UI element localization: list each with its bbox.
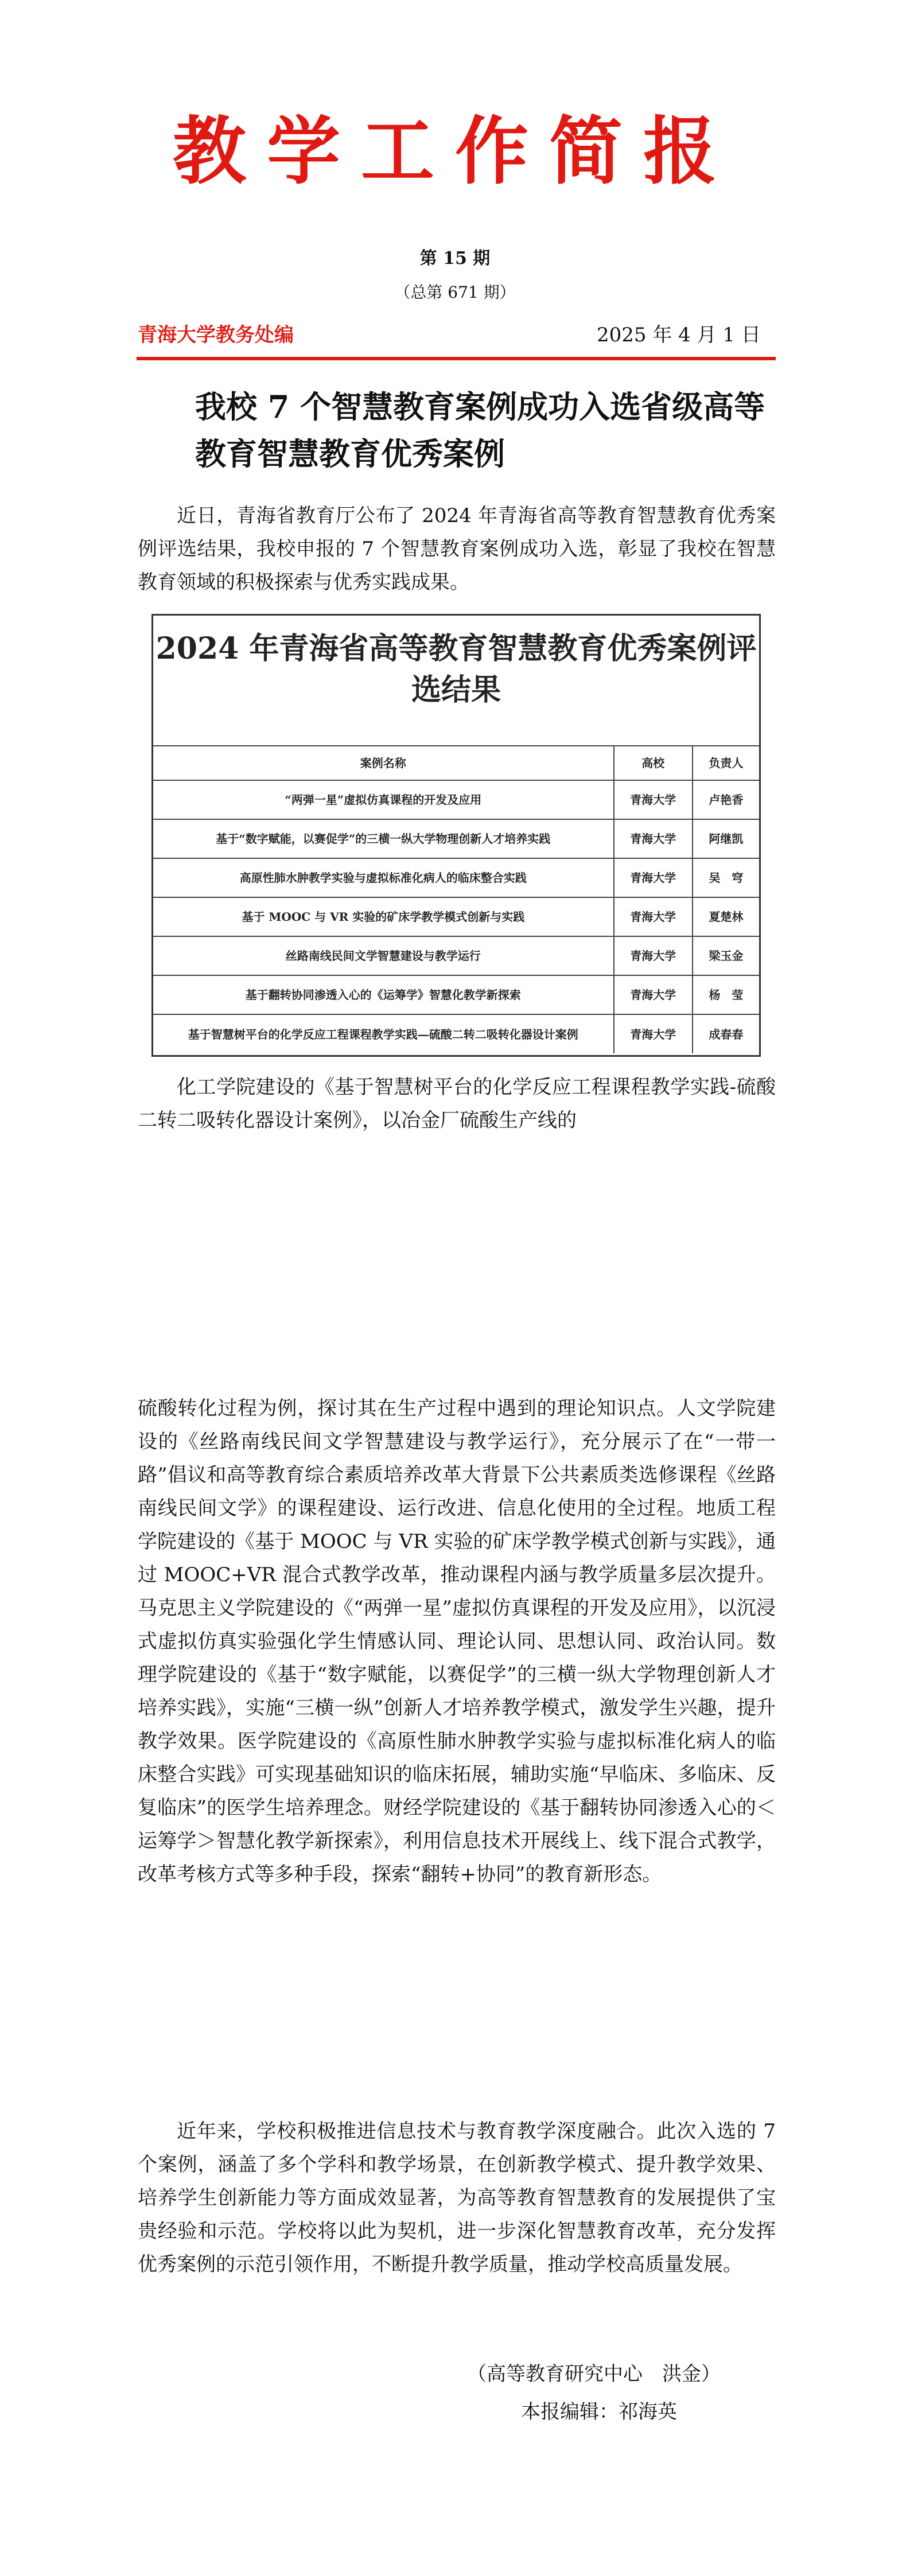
school-cell: 青海大学 bbox=[614, 936, 693, 975]
school-cell: 青海大学 bbox=[614, 819, 693, 858]
case-name-cell: 基于 MOOC 与 VR 实验的矿床学教学模式创新与实践 bbox=[153, 897, 614, 936]
issue-number: 第 15 期 bbox=[419, 248, 491, 269]
school-cell: 青海大学 bbox=[614, 1014, 693, 1053]
table-row bbox=[153, 819, 759, 858]
case-name-cell: 基于智慧树平台的化学反应工程课程教学实践—硫酸二转二吸转化器设计案例 bbox=[153, 1014, 614, 1053]
table-row bbox=[153, 975, 759, 1014]
school-cell: 青海大学 bbox=[614, 858, 693, 897]
results-table-figure bbox=[151, 614, 761, 1057]
leader-cell: 阿继凯 bbox=[693, 819, 759, 858]
case-name-cell: 基于“数字赋能，以赛促学”的三横一纵大学物理创新人才培养实践 bbox=[153, 819, 614, 858]
table-row bbox=[153, 936, 759, 975]
school-cell: 青海大学 bbox=[614, 897, 693, 936]
page-editor: 本报编辑：祁海英 bbox=[521, 2400, 677, 2423]
article-paragraph-cases: 硫酸转化过程为例，探讨其在生产过程中遇到的理论知识点。人文学院建设的《丝路南线民间文学智慧建设与教学运行》，充分展示了在“一带一路”倡议和高等教育综合素质培养改革大背景下公共素质类选修课程《丝路南线民间文学》的课程建设、运行改进、信息化使用的全过程。地质工程学院建设的《基于 MOOC 与 VR 实验的矿床学教学模式创新与实践》，通过 MOOC+VR 混合式教学改革，推动课程内涵与教学质量多层次提升。马克思主义学院建设的《“两弹一星”虚拟仿真课程的开发及应用》，以沉浸式虚拟仿真实验强化学生情感认同、理论认同、思想认同、政治认同。数理学院建设的《基于“数字赋能，以赛促学”的三横一纵大学物理创新人才培养实践》，实施“三横一纵”创新人才培养教学模式，激发学生兴趣，提升教学效果。医学院建设的《高原性肺水肿教学实验与虚拟标准化病人的临床整合实践》可实现基础知识的临床拓展，辅助实施“早临床、多临床、反复临床”的医学生培养理念。财经学院建设的《基于翻转协同渗透入心的＜运筹学＞智慧化教学新探索》，利用信息技术开展线上、线下混合式教学，改革考核方式等多种手段，探索“翻转+协同”的教育新形态。 bbox=[138, 1397, 776, 1886]
article-attribution: （高等教育研究中心 洪金） bbox=[467, 2363, 721, 2386]
column-header-school: 高校 bbox=[614, 746, 693, 780]
leader-cell: 杨 莹 bbox=[693, 975, 759, 1014]
issue-date: 2025 年 4 月 1 日 bbox=[597, 324, 761, 347]
table-row bbox=[153, 897, 759, 936]
article-paragraph-chemical: 化工学院建设的《基于智慧树平台的化学反应工程课程教学实践-硫酸二转二吸转化器设计案例》，以冶金厂硫酸生产线的 bbox=[138, 1076, 776, 1132]
school-cell: 青海大学 bbox=[614, 780, 693, 819]
leader-cell: 成春春 bbox=[693, 1014, 759, 1053]
table-row bbox=[153, 1014, 759, 1053]
table-row bbox=[153, 780, 759, 819]
case-name-cell: “两弹一星”虚拟仿真课程的开发及应用 bbox=[153, 780, 614, 819]
article-paragraph-conclusion: 近年来，学校积极推进信息技术与教育教学深度融合。此次入选的 7 个案例，涵盖了多个学科和教学场景，在创新教学模式、提升教学效果、培养学生创新能力等方面成效显著，为高等教育智慧教育的发展提供了宝贵经验和示范。学校将以此为契机，进一步深化智慧教育改革，充分发挥优秀案例的示范引领作用，不断提升教学质量，推动学校高质量发展。 bbox=[138, 2120, 776, 2276]
results-table-title: 2024 年青海省高等教育智慧教育优秀案例评选结果 bbox=[155, 631, 757, 707]
table-header-row bbox=[153, 746, 759, 780]
column-header-case-name: 案例名称 bbox=[153, 746, 614, 780]
case-name-cell: 基于翻转协同渗透入心的《运筹学》智慧化教学新探索 bbox=[153, 975, 614, 1014]
total-issue-number: （总第 671 期） bbox=[394, 283, 516, 302]
article-paragraph-intro: 近日，青海省教育厅公布了 2024 年青海省高等教育智慧教育优秀案例评选结果，我校申报的 7 个智慧教育案例成功入选，彰显了我校在智慧教育领域的积极探索与优秀实践成果。 bbox=[138, 504, 776, 594]
table-row bbox=[153, 858, 759, 897]
bulletin-masthead-title: 教学工作简报 bbox=[172, 108, 737, 194]
leader-cell: 吴 穹 bbox=[693, 858, 759, 897]
column-header-leader: 负责人 bbox=[693, 746, 759, 780]
case-name-cell: 丝路南线民间文学智慧建设与教学运行 bbox=[153, 936, 614, 975]
leader-cell: 梁玉金 bbox=[693, 936, 759, 975]
leader-cell: 卢艳香 bbox=[693, 780, 759, 819]
masthead-divider bbox=[137, 357, 776, 360]
leader-cell: 夏楚林 bbox=[693, 897, 759, 936]
article-headline: 我校 7 个智慧教育案例成功入选省级高等教育智慧教育优秀案例 bbox=[195, 388, 765, 472]
case-name-cell: 高原性肺水肿教学实验与虚拟标准化病人的临床整合实践 bbox=[153, 858, 614, 897]
editor-unit: 青海大学教务处编 bbox=[138, 324, 294, 347]
results-table bbox=[153, 745, 759, 1053]
school-cell: 青海大学 bbox=[614, 975, 693, 1014]
